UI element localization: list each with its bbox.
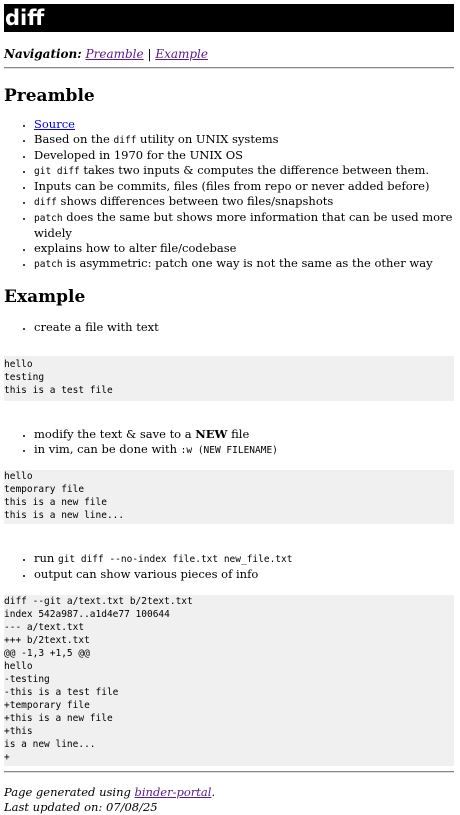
item-text: modify the text & save to a [34,427,196,441]
list-item: • Inputs can be commits, files (files from repo or never added before) [34,179,454,194]
item-text: shows differences between two files/snapshots [56,194,334,208]
footer-divider [4,771,454,773]
page [4,4,454,815]
inline-code: patch [34,213,63,224]
list-item [34,427,454,442]
inline-code: :w (NEW FILENAME) [180,445,278,456]
nav-divider [4,67,454,69]
example-list-2 [4,427,454,458]
nav-link-example[interactable]: Example [155,47,208,61]
item-text: run [34,551,58,565]
footer-generated [4,785,454,800]
source-link[interactable]: Source [34,117,75,131]
list-item: • output can show various pieces of info [34,567,454,582]
inline-code: git diff --no-index file.txt new_file.txt [57,554,293,565]
list-item: • create a file with text [34,320,454,335]
list-item [34,442,454,458]
list-item [34,210,454,241]
item-text: takes two inputs & computes the difference between them. [79,163,430,177]
preamble-list [4,117,454,272]
list-item [34,163,454,179]
preamble-heading: Preamble [4,86,95,106]
list-item [34,256,454,272]
footer-text: Page generated using [4,785,135,799]
list-item: • explains how to alter file/codebase [34,241,454,256]
code-block-original: hello testing this is a test file [4,356,454,401]
nav-label: Navigation: [4,47,82,61]
navigation-bar [4,46,454,62]
inline-code: git diff [34,166,80,177]
example-heading: Example [4,287,86,307]
item-text: is asymmetric: patch one way is not the same as the other way [62,256,433,270]
footer-text: . [211,785,216,799]
list-item [34,194,454,210]
item-text: file [227,427,250,441]
list-item [34,551,454,567]
bold-text: NEW [195,427,228,441]
code-block-modified: hello temporary file this is a new file this is a new line... [4,470,454,524]
item-text: in vim, can be done with [34,442,181,456]
nav-link-preamble[interactable]: Preamble [85,47,144,61]
example-list-1 [4,320,454,335]
inline-code: diff [113,135,137,146]
page-title: diff [4,4,454,32]
example-list-3 [4,551,454,582]
list-item: • Developed in 1970 for the UNIX OS [34,148,454,163]
item-text: utility on UNIX systems [136,132,279,146]
footer-last-updated: Last updated on: 07/08/25 [4,800,158,814]
code-block-diff-output: diff --git a/text.txt b/2text.txt index 542a987..a1d4e77 100644 --- a/text.txt +++ b/2text.txt @@ -1,3 +1,5 @@ hello -testing -this is a test file +temporary file +this is a new file +this is a new line... + [4,595,454,766]
item-text: does the same but shows more information that can be used more widely [34,210,453,240]
binder-portal-link[interactable]: binder-portal [134,785,212,799]
inline-code: patch [34,259,63,270]
inline-code: diff [34,197,57,208]
list-item [34,132,454,148]
list-item [34,117,454,132]
nav-separator: | [147,47,152,61]
item-text: Based on the [34,132,114,146]
